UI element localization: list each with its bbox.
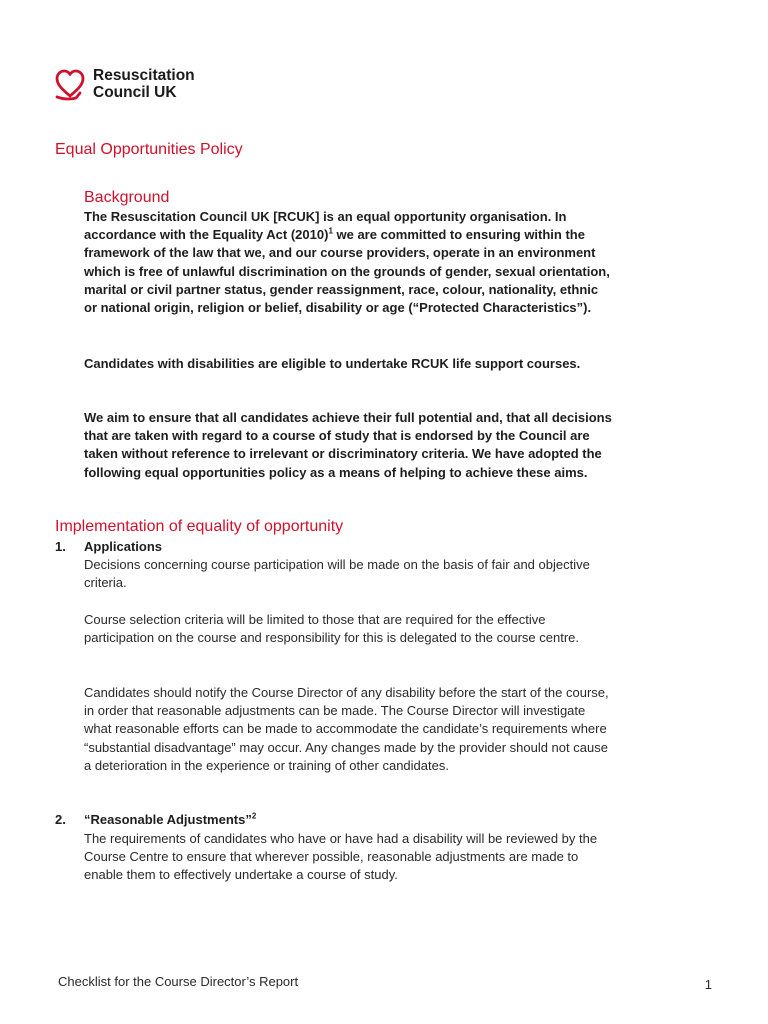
item-2-number: 2. [55,812,66,827]
footer-document-name: Checklist for the Course Director’s Report [58,974,299,989]
logo-line-1: Resuscitation [93,67,195,84]
rcuk-logo [54,67,195,103]
page-number: 1 [704,977,712,992]
background-paragraph-1 [84,208,614,317]
logo-wordmark [93,67,195,101]
item-2-title [84,811,256,829]
item-1-title: Applications [84,539,163,554]
implementation-heading: Implementation of equality of opportunity [55,518,344,535]
item-1-paragraph-1: Decisions concerning course participation will be made on the basis of fair and objective criteria. [84,557,590,591]
logo-line-2: Council UK [93,84,177,101]
item-1-paragraph-2: Course selection criteria will be limited to those that are required for the effective participation on the course and responsibility for this is delegated to the course centre. [84,612,580,646]
item-1-number: 1. [55,539,66,554]
background-p1-text-a: The Resuscitation Council UK [RCUK] is an equal opportunity organisation. In accordance with the Equality Act (2010) [84,209,567,243]
item-2-title-text: “Reasonable Adjustments” [84,812,252,827]
background-paragraph-2: Candidates with disabilities are eligible to undertake RCUK life support courses. [84,356,581,371]
item-1-paragraph-3: Candidates should notify the Course Director of any disability before the start of the course, in order that reasonable adjustments can be made. The Course Director will investigate what reasonable efforts can be made to accommodate the candidate’s requirements where “substantial disadvantage” may occur. Any changes made by the provider should not cause a deterioration in the experience or training of other candidates. [84,685,609,773]
footnote-ref-1[interactable]: 1 [328,226,333,236]
heart-icon [54,67,86,103]
footnote-ref-2[interactable]: 2 [251,811,257,821]
document-title: Equal Opportunities Policy [55,141,243,158]
background-paragraph-3: We aim to ensure that all candidates achieve their full potential and, that all decisions that are taken with regard to a course of study that is endorsed by the Council are taken without reference to irrelevant or discriminatory criteria. We have adopted the following equal opportunities policy as a means of helping to achieve these aims. [84,410,612,480]
item-2-paragraph-1: The requirements of candidates who have or have had a disability will be reviewed by the Course Centre to ensure that wherever possible, reasonable adjustments are made to enable them to effectively undertake a course of study. [84,831,598,883]
background-heading: Background [84,189,170,206]
background-p1-text-b: we are committed to ensuring within the framework of the law that we, and our course providers, operate in an environment which is free of unlawful discrimination on the grounds of gender, sexual orientation, marital or civil partner status, gender reassignment, race, colour, nationality, ethnic or national origin, religion or belief, disability or age (“Protected Characteristics”). [84,227,610,316]
